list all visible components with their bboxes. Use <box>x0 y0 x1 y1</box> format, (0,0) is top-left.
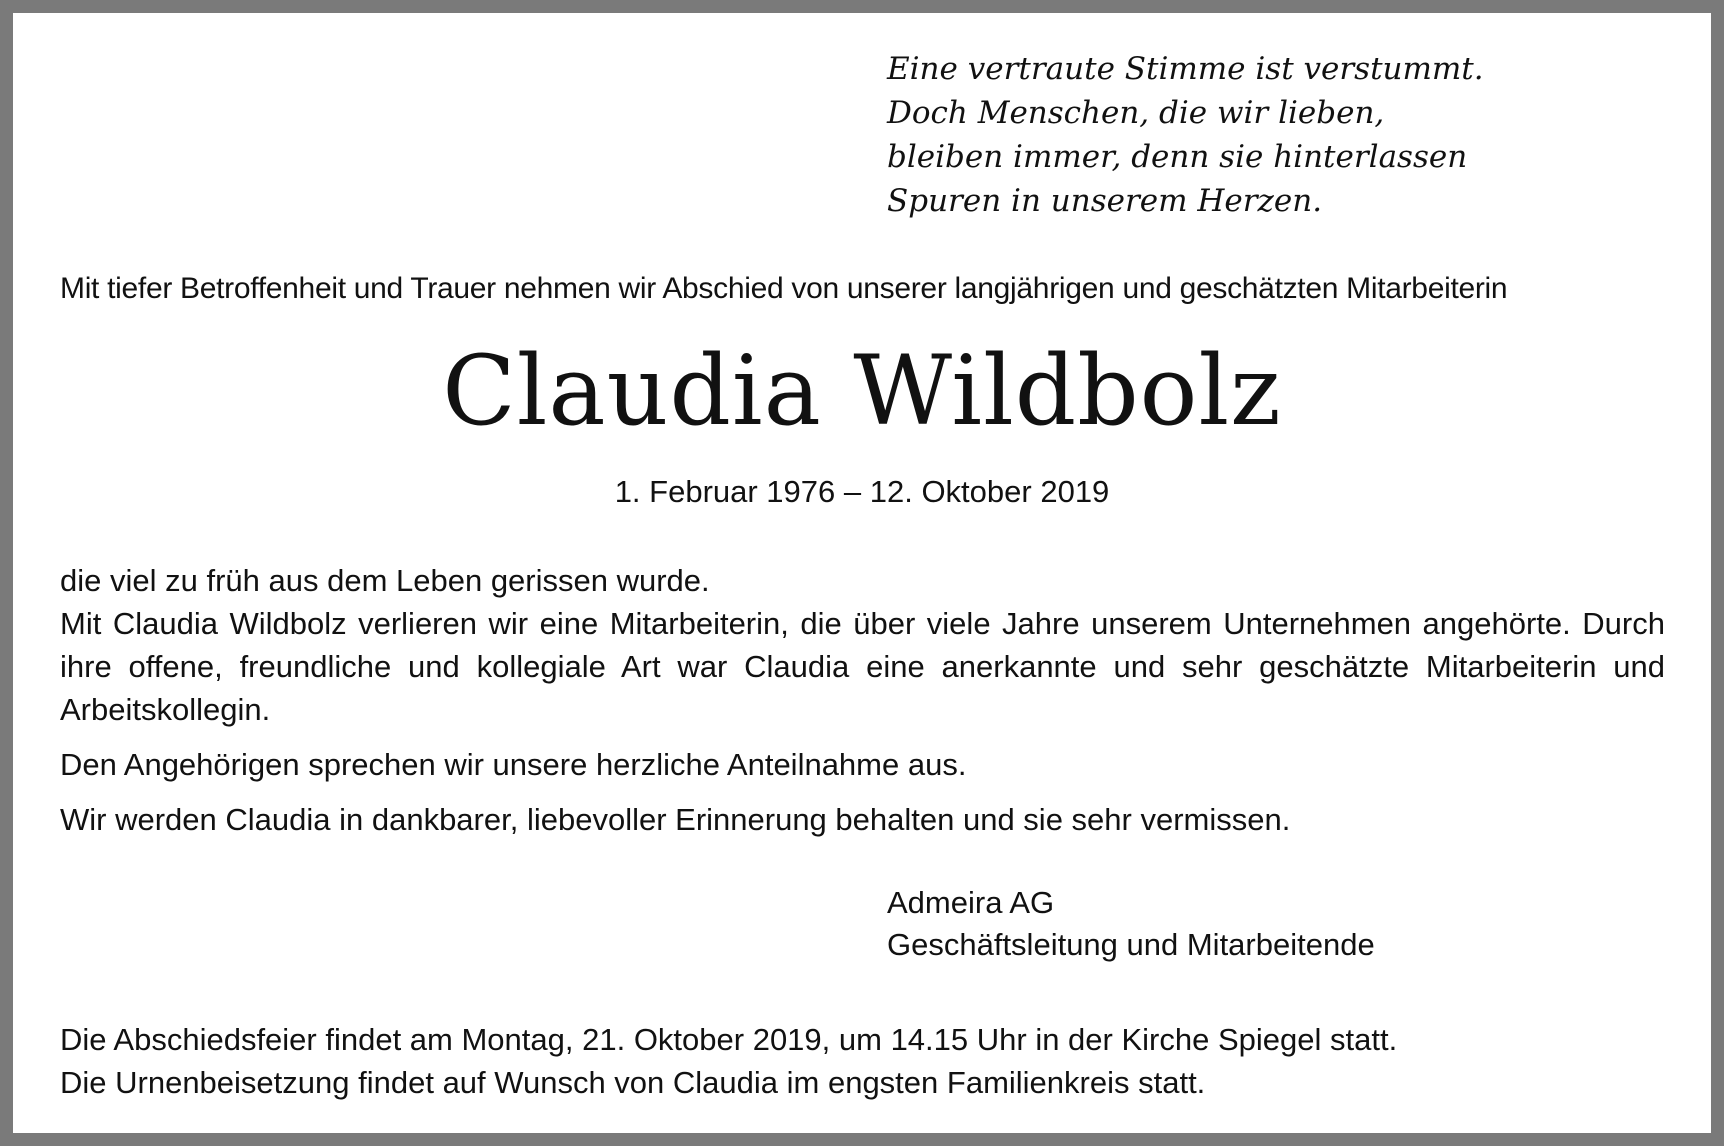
body-paragraph-2: Mit Claudia Wildbolz verlieren wir eine Mitarbeiterin, die über viele Jahre unserem Unternehmen angehörte. Durch ihre offene, freundliche und kollegiale Art war Claudia eine anerkannte und sehr geschätzte Mitarbeiterin und Arbeitskollegin. <box>60 606 1665 727</box>
poem-line-4: Spuren in unserem Herzen. <box>887 183 1323 219</box>
deceased-name: Claudia Wildbolz <box>442 335 1282 447</box>
signature-team: Geschäftsleitung und Mitarbeitende <box>887 927 1375 962</box>
signature-block <box>887 882 1375 966</box>
poem-block <box>887 47 1484 223</box>
life-dates: 1. Februar 1976 – 12. Oktober 2019 <box>614 474 1110 509</box>
obituary-body <box>60 559 1665 841</box>
intro-text: Mit tiefer Betroffenheit und Trauer nehmen wir Abschied von unserer langjährigen und geschätzten Mitarbeiterin <box>60 272 1508 305</box>
signature-company: Admeira AG <box>887 885 1055 920</box>
ceremony-line-1: Die Abschiedsfeier findet am Montag, 21. Oktober 2019, um 14.15 Uhr in der Kirche Spiegel statt. <box>60 1022 1398 1057</box>
ceremony-info <box>60 1018 1397 1104</box>
ceremony-line-2: Die Urnenbeisetzung findet auf Wunsch von Claudia im engsten Familienkreis statt. <box>60 1065 1206 1100</box>
poem-line-2: Doch Menschen, die wir lieben, <box>887 95 1385 131</box>
poem-line-3: bleiben immer, denn sie hinterlassen <box>887 139 1468 175</box>
obituary-page <box>13 13 1711 1133</box>
body-paragraph-4: Wir werden Claudia in dankbarer, liebevoller Erinnerung behalten und sie sehr vermissen. <box>60 802 1291 837</box>
poem-line-1: Eine vertraute Stimme ist verstummt. <box>887 51 1484 87</box>
body-paragraph-3: Den Angehörigen sprechen wir unsere herzliche Anteilnahme aus. <box>60 747 967 782</box>
body-paragraph-1: die viel zu früh aus dem Leben gerissen wurde. <box>60 563 710 598</box>
